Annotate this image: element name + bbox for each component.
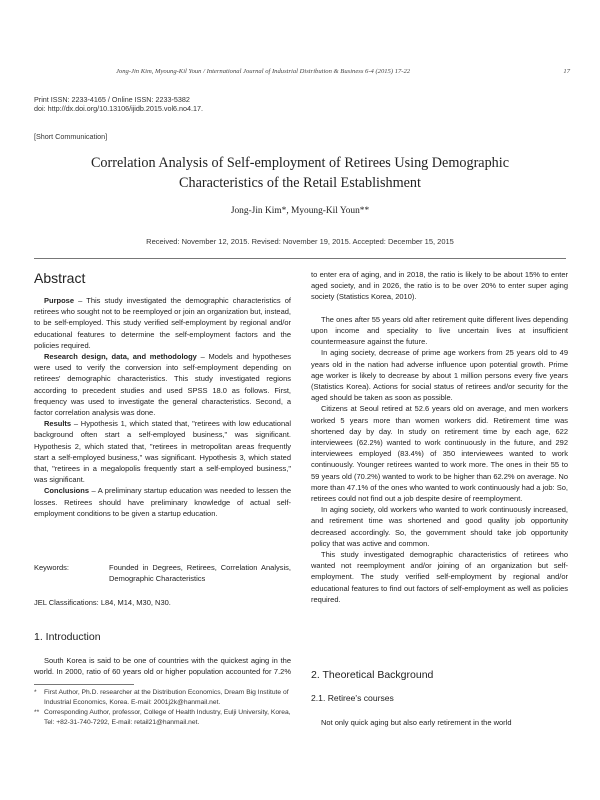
intro-paragraph-4: Citizens at Seoul retired at 52.6 years old on average, and men workers worked 5 years more than women workers did. Retirement time was shortened day by day. In study on retirement time by each age, 622 interviewees (62.2%) wanted to work continuously in the future, and 292 interviewees employed (83.4%) of 350 interviewees wanted to work continuously. Younger retirees wanted to work more. The ones in their 55 to 59 years old (70.2%) wanted to work to be higher than 62.2% on average. No more than 47.1% of the ones who wanted to work continuously had a job: So, retirees could not find out a job despite desire of reemployment. [311, 404, 568, 504]
intro-column-2 [311, 269, 568, 644]
article-type: [Short Communication] [34, 132, 108, 141]
footnote-divider [34, 684, 134, 685]
intro-paragraph-1-continued: to enter era of aging, and in 2018, the ratio is likely to be about 15% to enter aged society, and in 2026, the ratio is to be over 20% to enter super aging society (Statistics Korea, 2010). [311, 270, 568, 302]
intro-paragraph-3: In aging society, decrease of prime age workers from 25 years old to 49 years old in the nation had adverse influence upon potential growth. Prime age worker is likely to decrease by about 1 million persons every five years (Statistics Korea). Actions for social status of retirees and/or security for the aged should be taken as soon as possible. [311, 348, 568, 403]
jel-block [34, 597, 291, 608]
conclusions-label: Conclusions [44, 486, 90, 496]
design-label: Research design, data, and methodology [44, 352, 197, 362]
intro-paragraph-1: South Korea is said to be one of countries with the quickest aging in the world. In 2000, ratio of 60 years old or higher population accounted for 7.2% [34, 656, 291, 677]
paper-title [40, 153, 560, 193]
footnotes [34, 688, 296, 728]
results-label: Results [44, 419, 72, 429]
title-line-2: Characteristics of the Retail Establishment [179, 175, 421, 191]
footnote-2-text: Corresponding Author, professor, College of Health Industry, Eulji University, Korea, Tel: +82-31-740-7292, E-mail: retail21@hanmail.net. [44, 709, 291, 726]
footnote-1 [34, 688, 296, 708]
intro-paragraph-1-cont [311, 269, 568, 314]
intro-paragraph-5: In aging society, old workers who wanted to work continuously increased, and retirement time was shortened and good quality job opportunity decreased accordingly. So, the government should take job opportunity policy that was active and common. [311, 505, 568, 548]
abstract-conclusions [34, 485, 291, 519]
footnote-2 [34, 708, 296, 728]
results-text: – Hypothesis 1, which stated that, "retirees with low educational background often start a self-employed business," was significant. Hypothesis 2, which stated that, "retirees in metropolitan areas frequently start a self-employed business," was significant. Hypothesis 3, which stated that, "retirees in a megalopolis frequently start a self-employed business," was significant. [34, 419, 291, 485]
abstract-heading: Abstract [34, 270, 86, 286]
header-divider [34, 258, 566, 259]
purpose-text: – This study investigated the demographic characteristics of retirees who sought not to be reemployed or join an organization but, instead, to be self-employed. This study verified self-employment by regional and/or educational features to determine the self-employment factors and the policies required. [34, 296, 291, 350]
intro-column-1 [34, 655, 291, 677]
theory-paragraph-1: Not only quick aging but also early retirement in the world [321, 718, 512, 727]
page-number: 17 [563, 68, 570, 75]
footnote-1-text: First Author, Ph.D. researcher at the Distribution Economics, Dream Big Institute of Industrial Economics, Korea. E-mail: 2001j2k@hanmail.net. [44, 689, 289, 706]
abstract-body [34, 295, 291, 519]
publication-meta [34, 95, 203, 113]
issn-line: Print ISSN: 2233-4165 / Online ISSN: 2233-5382 [34, 95, 190, 104]
abstract-purpose [34, 295, 291, 351]
footnote-1-mark: * [34, 689, 37, 696]
doi-line[interactable]: doi: http://dx.doi.org/10.13106/ijidb.2015.vol6.no4.17. [34, 104, 204, 113]
intro-paragraph-6: This study investigated demographic characteristics of retirees who wanted not reemployment and/or joining of an organization but self-employment. The study verified self-employment by regional and/or educational features to find out factors of self-employment as well as policies required. [311, 550, 568, 604]
intro-paragraph-2: The ones after 55 years old after retirement quite different lives depending upon income and speciality to live uncertain lives at insufficient countermeasure against the future. [311, 314, 568, 347]
intro-heading: 1. Introduction [34, 631, 101, 643]
keywords-block [34, 562, 291, 584]
abstract-results [34, 418, 291, 485]
conclusions-text: – A preliminary startup education was needed to lessen the losses. Retirees should have preliminary knowledge of actual self-employment conditions to be given a startup education. [34, 486, 291, 518]
jel-text: L84, M14, M30, N30. [98, 598, 171, 607]
design-text: – Models and hypotheses were used to verify the conversion into self-employment depending on retirees' demographic characteristics. This study investigated regions according to precedent studies and used SPSS 18.0 as follows. First, frequency was used to investigate the general characteristics. Second, a factor correlation analysis was done. [34, 352, 291, 418]
purpose-label: Purpose [44, 296, 75, 305]
retiree-courses-heading: 2.1. Retiree's courses [311, 693, 394, 703]
received-dates: Received: November 12, 2015. Revised: November 19, 2015. Accepted: December 15, 2015 [146, 237, 454, 246]
keywords-text: Founded in Degrees, Retirees, Correlation Analysis, Demographic Characteristics [109, 563, 291, 584]
title-line-1: Correlation Analysis of Self-employment of Retirees Using Demographic [90, 155, 510, 171]
abstract-design [34, 351, 291, 418]
jel-label: JEL Classifications: [34, 598, 99, 607]
theory-heading: 2. Theoretical Background [311, 669, 434, 681]
running-head-text: Jong-Jin Kim, Myoung-Kil Youn / International Journal of Industrial Distribution & Business 6-4 (2015) 17-22 [116, 68, 411, 75]
author-list: Jong-Jin Kim*, Myoung-Kil Youn** [230, 206, 370, 216]
footnote-2-mark: ** [34, 709, 40, 716]
keywords-label: Keywords: [34, 563, 70, 572]
theory-body [311, 717, 568, 728]
